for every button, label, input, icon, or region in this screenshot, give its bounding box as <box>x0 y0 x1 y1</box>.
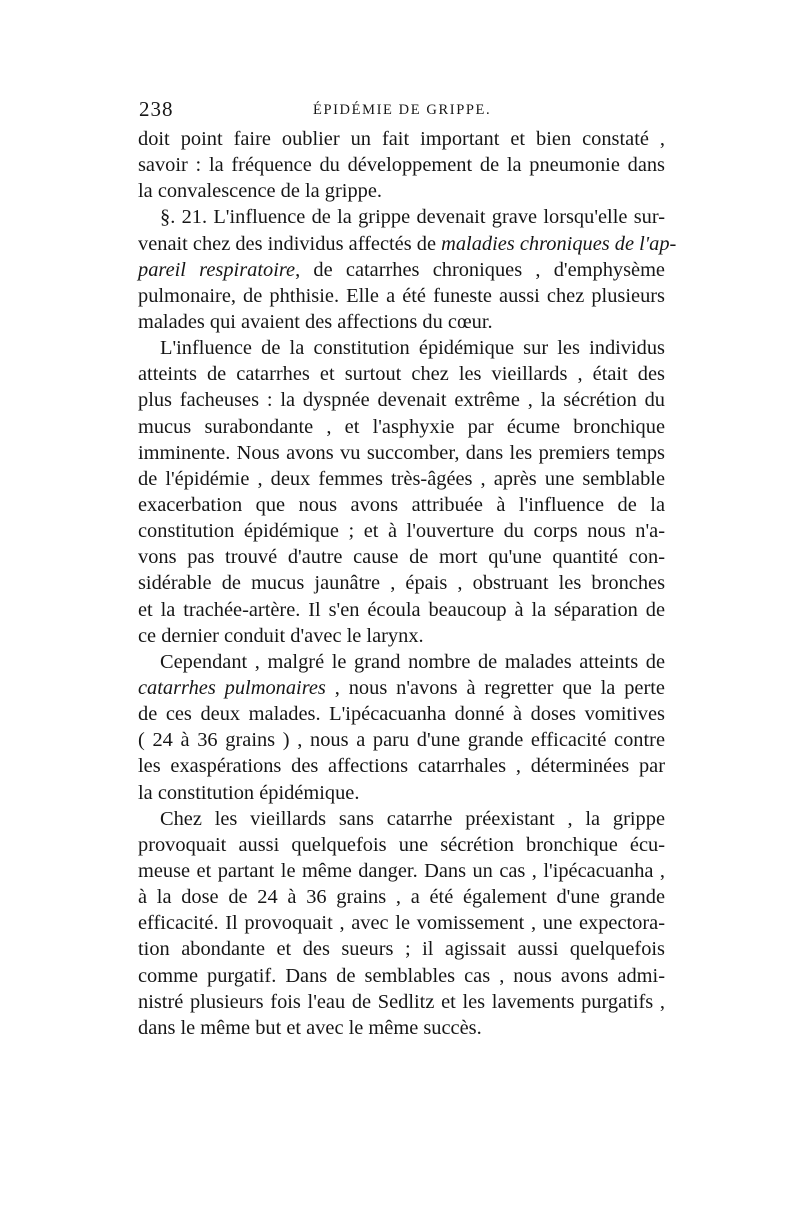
text-line: Chez les vieillards sans catarrhe préexistant , la grippe <box>160 807 665 830</box>
text-line: L'influence de la constitution épidémique sur les individus <box>160 337 665 360</box>
italic-text: pareil respiratoire <box>138 258 296 281</box>
text-line: vons pas trouvé d'autre cause de mort qu'une quantité con- <box>138 546 665 569</box>
text-line: les exaspérations des affections catarrhales , déterminées par <box>138 755 665 778</box>
text-line: savoir : la fréquence du développement de la pneumonie dans <box>138 154 665 177</box>
text-line: atteints de catarrhes et surtout chez les vieillards , était des <box>138 363 665 386</box>
text-line: meuse et partant le même danger. Dans un cas , l'ipécacuanha , <box>138 859 665 882</box>
text-line: exacerbation que nous avons attribuée à l'influence de la <box>138 493 665 516</box>
text-line: doit point faire oublier un fait important et bien constaté , <box>138 128 665 150</box>
text-line: pulmonaire, de phthisie. Elle a été funeste aussi chez plusieurs <box>138 284 665 307</box>
text-line: Cependant , malgré le grand nombre de malades atteints de <box>160 650 665 673</box>
text-line: venait chez des individus affectés de maladies chroniques de l'ap- <box>138 232 677 255</box>
paragraph <box>138 649 665 806</box>
text-line: §. 21. L'influence de la grippe devenait grave lorsqu'elle sur- <box>160 206 665 229</box>
text-line: plus facheuses : la dyspnée devenait extrême , la sécrétion du <box>138 389 665 412</box>
text-line: ( 24 à 36 grains ) , nous a paru d'une grande efficacité contre <box>138 729 665 752</box>
page-header <box>135 97 655 123</box>
text-line: sidérable de mucus jaunâtre , épais , obstruant les bronches <box>138 572 665 595</box>
body-text <box>138 126 677 1041</box>
text-line: dans le même but et avec le même succès. <box>138 1016 482 1039</box>
text-line: catarrhes pulmonaires , nous n'avons à regretter que la perte <box>138 676 665 699</box>
paragraph <box>138 335 665 649</box>
text-line: la constitution épidémique. <box>138 781 360 804</box>
text-line: de l'épidémie , deux femmes très-âgées , après une semblable <box>138 467 665 490</box>
text-line: constitution épidémique ; et à l'ouverture du corps nous n'a- <box>138 520 665 543</box>
running-title: ÉPIDÉMIE DE GRIPPE. <box>313 102 492 118</box>
text-line: nistré plusieurs fois l'eau de Sedlitz et les lavements purgatifs , <box>138 990 665 1013</box>
italic-text: maladies chroniques de l'ap- <box>441 232 677 255</box>
italic-text: catarrhes pulmonaires <box>138 676 326 699</box>
text-line: et la trachée-artère. Il s'en écoula beaucoup à la séparation de <box>138 598 665 621</box>
text-line: pareil respiratoire, de catarrhes chroniques , d'emphysème <box>138 258 665 281</box>
text-line: ce dernier conduit d'avec le larynx. <box>138 624 424 647</box>
page-number: 238 <box>139 97 174 121</box>
text-line: la convalescence de la grippe. <box>138 180 382 203</box>
paragraph <box>138 126 665 204</box>
text-line: imminente. Nous avons vu succomber, dans les premiers temps <box>138 441 665 464</box>
text-line: mucus surabondante , et l'asphyxie par écume bronchique <box>138 415 665 438</box>
text-line: comme purgatif. Dans de semblables cas , nous avons admi- <box>138 964 665 987</box>
text-line: de ces deux malades. L'ipécacuanha donné à doses vomitives <box>138 703 665 726</box>
text-line: efficacité. Il provoquait , avec le vomissement , une expectora- <box>138 912 665 935</box>
text-line: tion abondante et des sueurs ; il agissait aussi quelquefois <box>138 938 665 961</box>
paragraph <box>138 204 677 335</box>
text-line: malades qui avaient des affections du cœur. <box>138 310 493 333</box>
paragraph <box>138 806 665 1041</box>
text-line: provoquait aussi quelquefois une sécrétion bronchique écu- <box>138 833 665 856</box>
text-line: à la dose de 24 à 36 grains , a été également d'une grande <box>138 886 665 909</box>
